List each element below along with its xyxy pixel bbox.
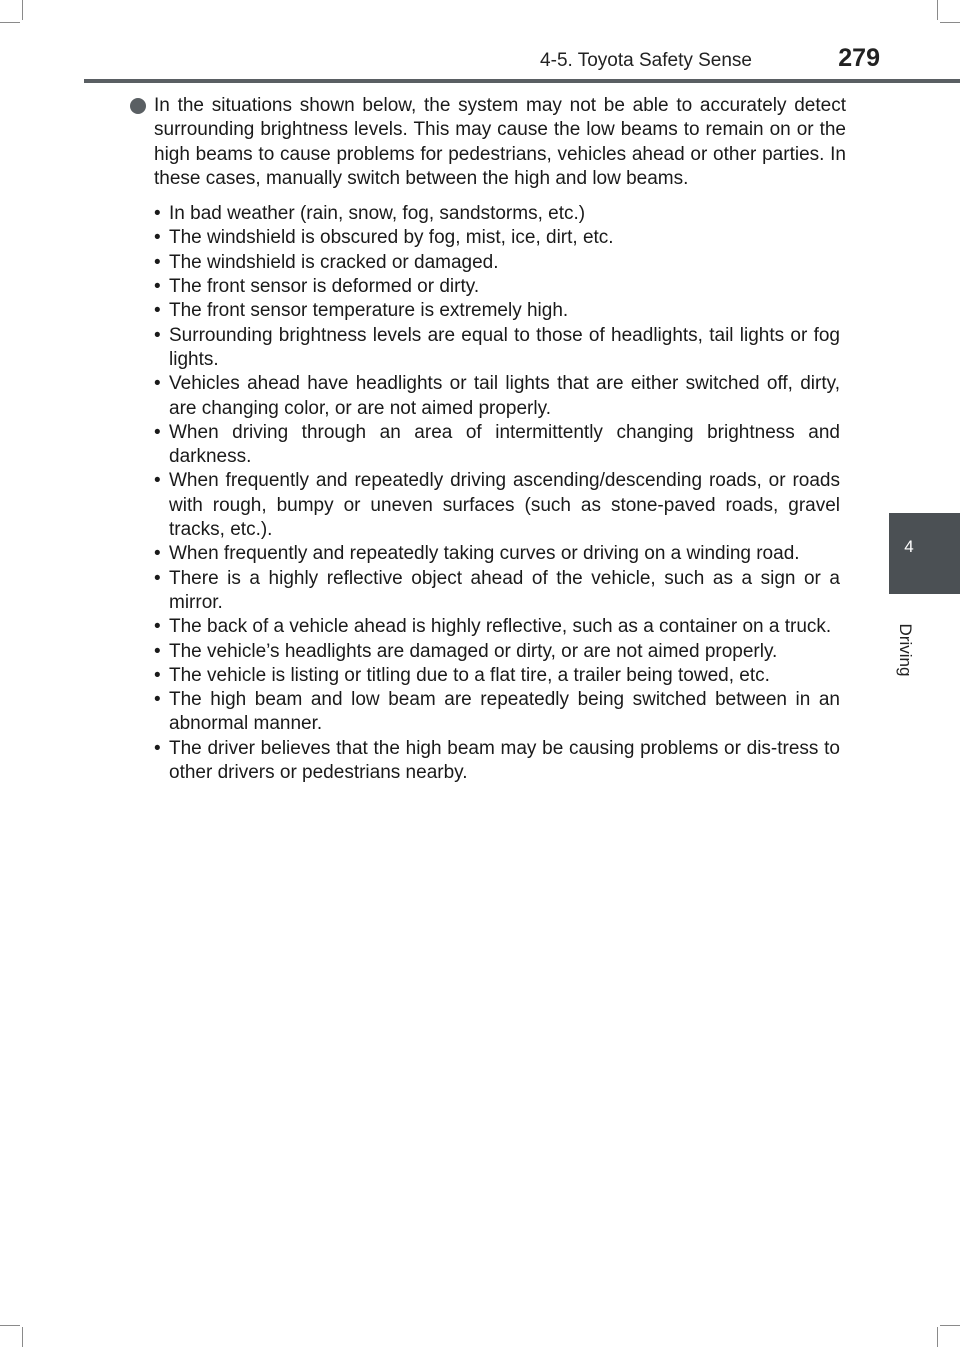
- list-item-text: The vehicle’s headlights are damaged or dirty, or are not aimed properly.: [169, 640, 778, 662]
- bullet-icon: •: [154, 421, 161, 443]
- list-item: [154, 615, 840, 639]
- list-item: [154, 640, 840, 664]
- section-title: 4-5. Toyota Safety Sense: [540, 50, 752, 71]
- condition-list: [130, 202, 846, 785]
- header-rule: [84, 79, 960, 83]
- chapter-label: [880, 620, 930, 680]
- list-item-text: When frequently and repeatedly driving ascending/descending roads, or roads with rough, bumpy or uneven surfaces (such as stone-paved roads, gravel tracks, etc.).: [169, 470, 840, 541]
- chapter-number: 4: [904, 537, 914, 556]
- list-item-text: The front sensor temperature is extremely high.: [169, 300, 569, 322]
- list-item-text: The windshield is obscured by fog, mist, ice, dirt, etc.: [169, 227, 614, 249]
- list-item: [154, 299, 840, 323]
- crop-mark: [22, 0, 23, 20]
- round-bullet-icon: [130, 98, 146, 114]
- bullet-icon: •: [154, 276, 161, 298]
- list-item-text: Surrounding brightness levels are equal to those of headlights, tail lights or fog lights.: [169, 324, 840, 370]
- list-item-text: The vehicle is listing or titling due to a flat tire, a trailer being towed, etc.: [169, 664, 770, 686]
- main-content: [130, 94, 846, 785]
- bullet-icon: •: [154, 251, 161, 273]
- crop-mark: [940, 1325, 960, 1326]
- bullet-icon: •: [154, 616, 161, 638]
- list-item: [154, 372, 840, 421]
- crop-mark: [940, 22, 960, 23]
- list-item: [154, 737, 840, 786]
- bullet-icon: •: [154, 203, 161, 225]
- list-item: [154, 688, 840, 737]
- list-item: [154, 226, 840, 250]
- list-item: [154, 664, 840, 688]
- bullet-icon: •: [154, 689, 161, 711]
- list-item: [154, 567, 840, 616]
- bullet-icon: •: [154, 543, 161, 565]
- list-item-text: In bad weather (rain, snow, fog, sandstorms, etc.): [169, 203, 586, 225]
- list-item-text: Vehicles ahead have headlights or tail lights that are either switched off, dirty, are changing color, or are not aimed properly.: [169, 373, 840, 419]
- bullet-icon: •: [154, 737, 161, 759]
- bullet-icon: •: [154, 567, 161, 589]
- bullet-icon: •: [154, 373, 161, 395]
- crop-mark: [0, 22, 20, 23]
- bullet-icon: •: [154, 324, 161, 346]
- crop-mark: [937, 1327, 938, 1347]
- crop-mark: [0, 1325, 20, 1326]
- list-item-text: The windshield is cracked or damaged.: [169, 251, 499, 273]
- list-item-text: When driving through an area of intermittently changing brightness and darkness.: [169, 421, 840, 468]
- list-item: [154, 324, 840, 373]
- crop-mark: [22, 1327, 23, 1347]
- lead-paragraph-text: In the situations shown below, the system may not be able to accurately detect surrounding brightness levels. This may cause the low beams to remain on or the high beams to cause problems for pedestrians, vehicles ahead or other parties. In these cases, manually switch between the high and low beams.: [154, 95, 846, 189]
- list-item: [154, 202, 840, 226]
- list-item: [154, 421, 840, 470]
- list-item: [154, 542, 840, 566]
- chapter-label-text: Driving: [896, 623, 915, 677]
- list-item: [154, 275, 840, 299]
- bullet-icon: •: [154, 664, 161, 686]
- bullet-icon: •: [154, 227, 161, 249]
- lead-paragraph: [130, 94, 846, 191]
- list-item-text: The front sensor is deformed or dirty.: [169, 276, 480, 298]
- list-item-text: The driver believes that the high beam may be causing problems or dis-tress to other drivers or pedestrians nearby.: [169, 737, 840, 784]
- bullet-icon: •: [154, 640, 161, 662]
- list-item-text: The high beam and low beam are repeatedly being switched between in an abnormal manner.: [169, 689, 840, 735]
- list-item-text: When frequently and repeatedly taking curves or driving on a winding road.: [169, 543, 800, 565]
- page-number: 279: [838, 44, 880, 72]
- list-item: [154, 469, 840, 542]
- list-item-text: There is a highly reflective object ahead of the vehicle, such as a sign or a mirror.: [169, 567, 840, 613]
- list-item: [154, 251, 840, 275]
- list-item-text: The back of a vehicle ahead is highly reflective, such as a container on a truck.: [169, 616, 832, 638]
- crop-mark: [937, 0, 938, 20]
- bullet-icon: •: [154, 300, 161, 322]
- bullet-icon: •: [154, 470, 161, 492]
